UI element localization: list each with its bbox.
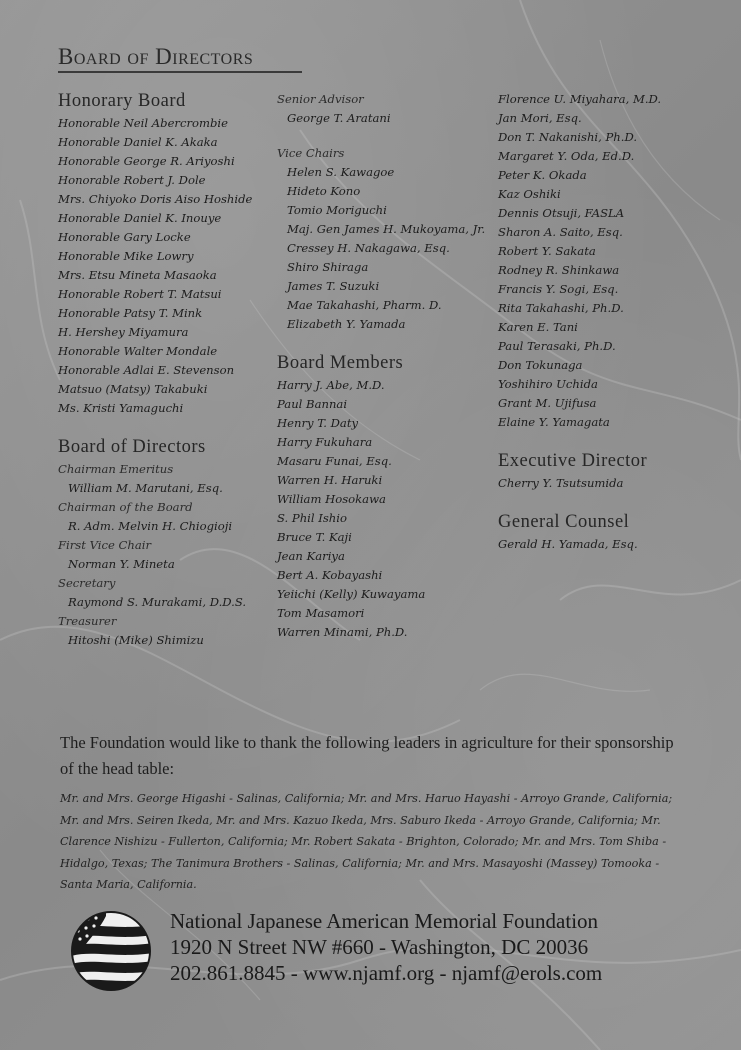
vice-chairs-list	[277, 163, 495, 334]
organization-contact: 202.861.8845 - www.njamf.org - njamf@erols.com	[170, 961, 603, 985]
honorary-member: Honorable Gary Locke	[58, 230, 191, 244]
officer-role: Chairman Emeritus	[58, 462, 174, 476]
board-member-name: Rita Takahashi, Ph.D.	[498, 301, 624, 315]
board-member-name: Don Tokunaga	[498, 358, 583, 372]
column-left	[58, 90, 273, 650]
column-middle	[277, 90, 495, 642]
title-underline	[58, 71, 302, 73]
board-member-name: S. Phil Ishio	[277, 511, 347, 525]
sponsors-paragraph: Mr. and Mrs. George Higashi - Salinas, California; Mr. and Mrs. Haruo Hayashi - Arroyo Grande, California; Mr. and Mrs. Seiren Ikeda, Mr. and Mrs. Kazuo Ikeda, Mrs. Saburo Ikeda - Arroyo Grande, California; Mr. Clarence Nishizu - Fullerton, California; Mr. Robert Sakata - Brighton, Colorado; Mr. and Mrs. Tom Shiba - Hidalgo, Texas; The Tanimura Brothers - Salinas, California; Mr. and Mrs. Masayoshi (Massey) Tomooka - Santa Maria, California.	[60, 792, 673, 891]
executive-director-name: Cherry Y. Tsutsumida	[498, 476, 624, 490]
honorary-member: Honorable Adlai E. Stevenson	[58, 363, 235, 377]
board-member-name: Francis Y. Sogi, Esq.	[498, 282, 619, 296]
vice-chair-name: Hideto Kono	[287, 184, 361, 198]
vice-chair-name: Elizabeth Y. Yamada	[287, 317, 406, 331]
vice-chair-name: Helen S. Kawagoe	[287, 165, 395, 179]
organization-name: National Japanese American Memorial Foundation	[170, 909, 599, 933]
vice-chair-name: Shiro Shiraga	[287, 260, 369, 274]
board-of-directors-heading: Board of Directors	[58, 437, 206, 457]
flag-globe-logo-icon	[70, 910, 152, 992]
page-title: Board of Directors	[58, 44, 254, 69]
honorary-member: Ms. Kristi Yamaguchi	[58, 401, 184, 415]
officer-name: Hitoshi (Mike) Shimizu	[68, 633, 204, 647]
vice-chair-name: James T. Suzuki	[287, 279, 380, 293]
board-members-heading: Board Members	[277, 353, 404, 373]
board-member-name: Paul Terasaki, Ph.D.	[498, 339, 616, 353]
board-member-name: Paul Bannai	[277, 397, 348, 411]
board-members-list-b	[498, 90, 733, 432]
officer-name: Norman Y. Mineta	[68, 557, 175, 571]
honorary-member: H. Hershey Miyamura	[58, 325, 189, 339]
board-member-name: Warren Minami, Ph.D.	[277, 625, 408, 639]
officer-name: R. Adm. Melvin H. Chiogioji	[68, 519, 233, 533]
board-member-name: Margaret Y. Oda, Ed.D.	[498, 149, 635, 163]
honorary-board-list	[58, 114, 273, 418]
senior-advisor-role: Senior Advisor	[277, 92, 364, 106]
vice-chair-name: Maj. Gen James H. Mukoyama, Jr.	[287, 222, 486, 236]
honorary-member: Honorable Neil Abercrombie	[58, 116, 228, 130]
honorary-member: Honorable Walter Mondale	[58, 344, 218, 358]
honorary-member: Honorable Daniel K. Akaka	[58, 135, 218, 149]
board-member-name: Peter K. Okada	[498, 168, 587, 182]
honorary-board-heading: Honorary Board	[58, 91, 186, 111]
officer-name: Raymond S. Murakami, D.D.S.	[68, 595, 247, 609]
general-counsel-heading: General Counsel	[498, 512, 630, 532]
officer-role: First Vice Chair	[58, 538, 152, 552]
board-member-name: Masaru Funai, Esq.	[277, 454, 392, 468]
officer-role: Secretary	[58, 576, 116, 590]
board-member-name: Harry J. Abe, M.D.	[277, 378, 385, 392]
board-member-name: Tom Masamori	[277, 606, 365, 620]
board-member-name: Jean Kariya	[277, 549, 345, 563]
board-member-name: William Hosokawa	[277, 492, 386, 506]
general-counsel-name: Gerald H. Yamada, Esq.	[498, 537, 638, 551]
board-member-name: Jan Mori, Esq.	[498, 111, 582, 125]
officers-list	[58, 460, 273, 650]
board-member-name: Yeiichi (Kelly) Kuwayama	[277, 587, 426, 601]
board-member-name: Karen E. Tani	[498, 320, 578, 334]
honorary-member: Honorable Robert J. Dole	[58, 173, 206, 187]
honorary-member: Honorable Mike Lowry	[58, 249, 194, 263]
officer-role: Chairman of the Board	[58, 500, 193, 514]
organization-block	[170, 908, 602, 986]
honorary-member: Honorable Robert T. Matsui	[58, 287, 222, 301]
board-member-name: Harry Fukuhara	[277, 435, 373, 449]
vice-chair-name: Tomio Moriguchi	[287, 203, 387, 217]
board-member-name: Robert Y. Sakata	[498, 244, 596, 258]
organization-address: 1920 N Street NW #660 - Washington, DC 20036	[170, 935, 589, 959]
board-member-name: Don T. Nakanishi, Ph.D.	[498, 130, 638, 144]
senior-advisor-name: George T. Aratani	[287, 111, 391, 125]
honorary-member: Matsuo (Matsy) Takabuki	[58, 382, 208, 396]
honorary-member: Mrs. Chiyoko Doris Aiso Hoshide	[58, 192, 253, 206]
officer-name: William M. Marutani, Esq.	[68, 481, 223, 495]
board-member-name: Rodney R. Shinkawa	[498, 263, 620, 277]
thanks-paragraph: The Foundation would like to thank the following leaders in agriculture for their sponsorship of the head table:	[60, 733, 674, 778]
board-member-name: Kaz Oshiki	[498, 187, 561, 201]
honorary-member: Honorable George R. Ariyoshi	[58, 154, 235, 168]
board-member-name: Bert A. Kobayashi	[277, 568, 383, 582]
board-member-name: Elaine Y. Yamagata	[498, 415, 610, 429]
board-member-name: Dennis Otsuji, FASLA	[498, 206, 625, 220]
board-members-list-a	[277, 376, 495, 642]
board-member-name: Sharon A. Saito, Esq.	[498, 225, 623, 239]
officer-role: Treasurer	[58, 614, 117, 628]
honorary-member: Honorable Daniel K. Inouye	[58, 211, 222, 225]
board-member-name: Florence U. Miyahara, M.D.	[498, 92, 662, 106]
vice-chairs-role: Vice Chairs	[277, 146, 345, 160]
board-member-name: Grant M. Ujifusa	[498, 396, 597, 410]
vice-chair-name: Cressey H. Nakagawa, Esq.	[287, 241, 450, 255]
board-member-name: Henry T. Daty	[277, 416, 359, 430]
board-member-name: Bruce T. Kaji	[277, 530, 352, 544]
executive-director-heading: Executive Director	[498, 451, 648, 471]
column-right	[498, 90, 733, 554]
honorary-member: Honorable Patsy T. Mink	[58, 306, 203, 320]
honorary-member: Mrs. Etsu Mineta Masaoka	[58, 268, 217, 282]
vice-chair-name: Mae Takahashi, Pharm. D.	[287, 298, 442, 312]
board-member-name: Warren H. Haruki	[277, 473, 383, 487]
board-member-name: Yoshihiro Uchida	[498, 377, 598, 391]
